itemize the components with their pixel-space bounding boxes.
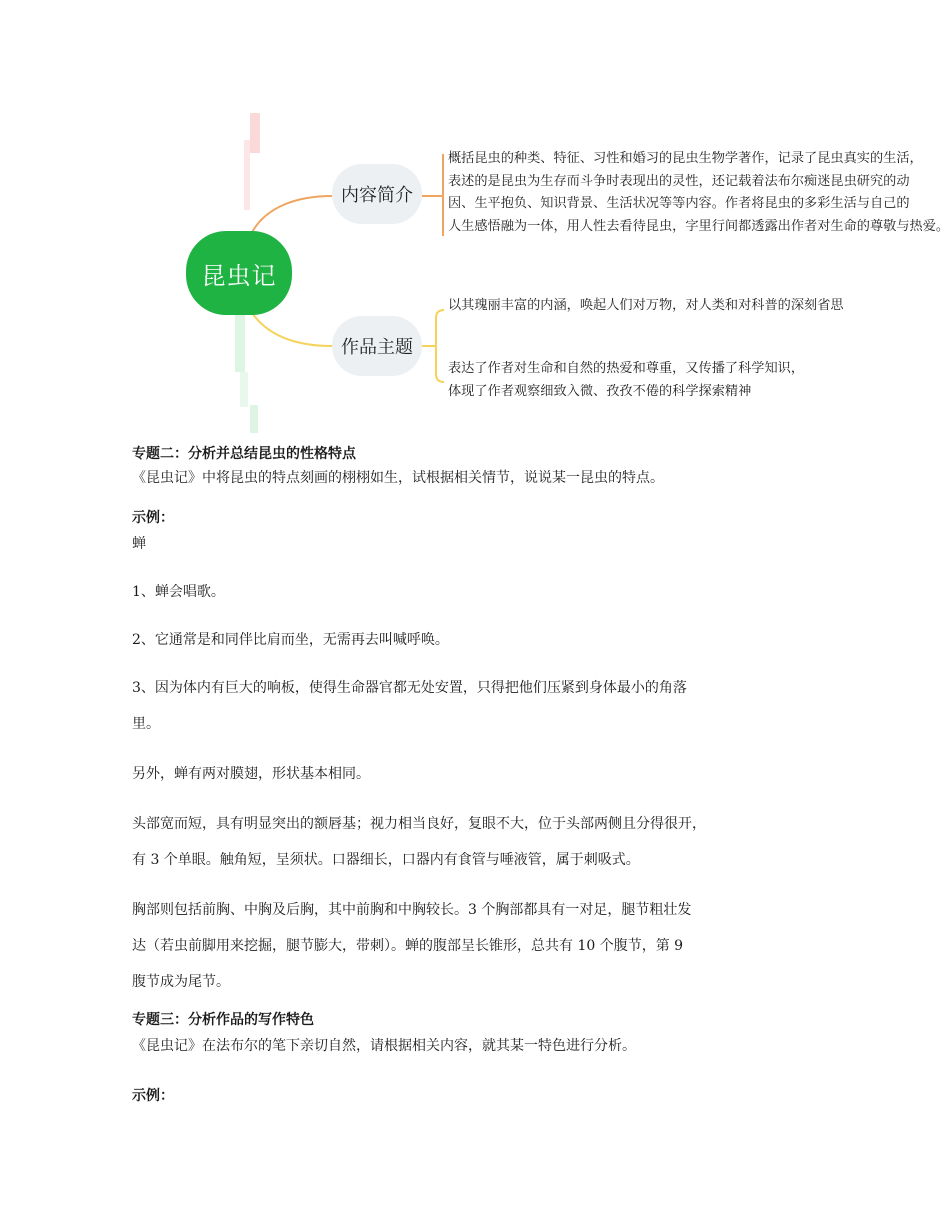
decorative-strip — [240, 372, 248, 407]
example-label: 示例： — [132, 1088, 174, 1104]
topic2-title: 专题二：分析并总结昆虫的性格特点 — [132, 446, 356, 462]
leaf-line: 表述的是昆虫为生存而斗争时表现出的灵性，还记载着法布尔痴迷昆虫研究的动 — [448, 173, 910, 189]
leaf-theme-2 — [448, 358, 804, 403]
leaf-line: 人生感悟融为一体，用人性去看待昆虫，字里行间都透露出作者对生命的尊敬与热爱。 — [448, 218, 949, 234]
chest-line-2: 达（若虫前脚用来挖掘，腿节膨大，带刺）。蝉的腹部呈长锥形，总共有 10 个腹节，第 9 — [132, 938, 684, 954]
leaf-line: 表达了作者对生命和自然的热爱和尊重，又传播了科学知识， — [448, 361, 805, 376]
leaf-line: 因、生平抱负、知识背景、生活状况等等内容。作者将昆虫的多彩生活与自己的 — [448, 196, 910, 211]
point-3-line-2: 里。 — [132, 716, 160, 732]
branch-node-intro: 内容简介 — [332, 164, 422, 224]
chest-line-1: 胸部则包括前胸、中胸及后胸，其中前胸和中胸较长。3 个胸部都具有一对足，腿节粗壮发 — [132, 902, 692, 918]
connector-theme — [250, 310, 332, 346]
leaf-intro — [448, 148, 949, 238]
leaf-line: 概括昆虫的种类、特征、习性和婚习的昆虫生物学著作，记录了昆虫真实的生活， — [448, 151, 923, 166]
insect-name: 蝉 — [132, 536, 146, 552]
example-label: 示例： — [132, 510, 174, 526]
point-3-line-1: 3、因为体内有巨大的响板，使得生命器官都无处安置，只得把他们压紧到身体最小的角落 — [132, 680, 687, 696]
leaf-theme-1 — [448, 295, 844, 318]
point-1: 1、蝉会唱歌。 — [132, 584, 225, 600]
point-2: 2、它通常是和同伴比肩而坐，无需再去叫喊呼唤。 — [132, 632, 449, 648]
decorative-strip — [244, 140, 250, 210]
topic2-prompt: 《昆虫记》中将昆虫的特点刻画的栩栩如生，试根据相关情节，说说某一昆虫的特点。 — [132, 470, 664, 486]
leaf-line: 以其瑰丽丰富的内涵，唤起人们对万物，对人类和对科普的深刻省思 — [448, 298, 844, 313]
topic3-title: 专题三：分析作品的写作特色 — [132, 1012, 314, 1028]
root-node: 昆虫记 — [186, 231, 292, 315]
mind-map — [0, 0, 949, 440]
branch-node-theme: 作品主题 — [332, 316, 422, 376]
wings-text: 另外，蝉有两对膜翅，形状基本相同。 — [132, 766, 370, 782]
leaf-line: 体现了作者观察细致入微、孜孜不倦的科学探索精神 — [448, 383, 752, 399]
decorative-strip — [250, 405, 258, 433]
connector-intro — [250, 196, 332, 236]
head-line-2: 有 3 个单眼。触角短，呈须状。口器细长，口器内有食管与唾液管，属于刺吸式。 — [132, 852, 640, 868]
head-line-1: 头部宽而短，具有明显突出的额唇基；视力相当良好，复眼不大，位于头部两侧且分得很开， — [132, 816, 706, 832]
connector-theme-leaf-2 — [436, 346, 444, 382]
topic3-prompt: 《昆虫记》在法布尔的笔下亲切自然，请根据相关内容，就其某一特色进行分析。 — [132, 1038, 636, 1054]
decorative-strip — [235, 312, 245, 372]
chest-line-3: 腹节成为尾节。 — [132, 974, 230, 990]
connector-theme-leaf-1 — [436, 310, 444, 346]
decorative-strip — [250, 113, 260, 153]
